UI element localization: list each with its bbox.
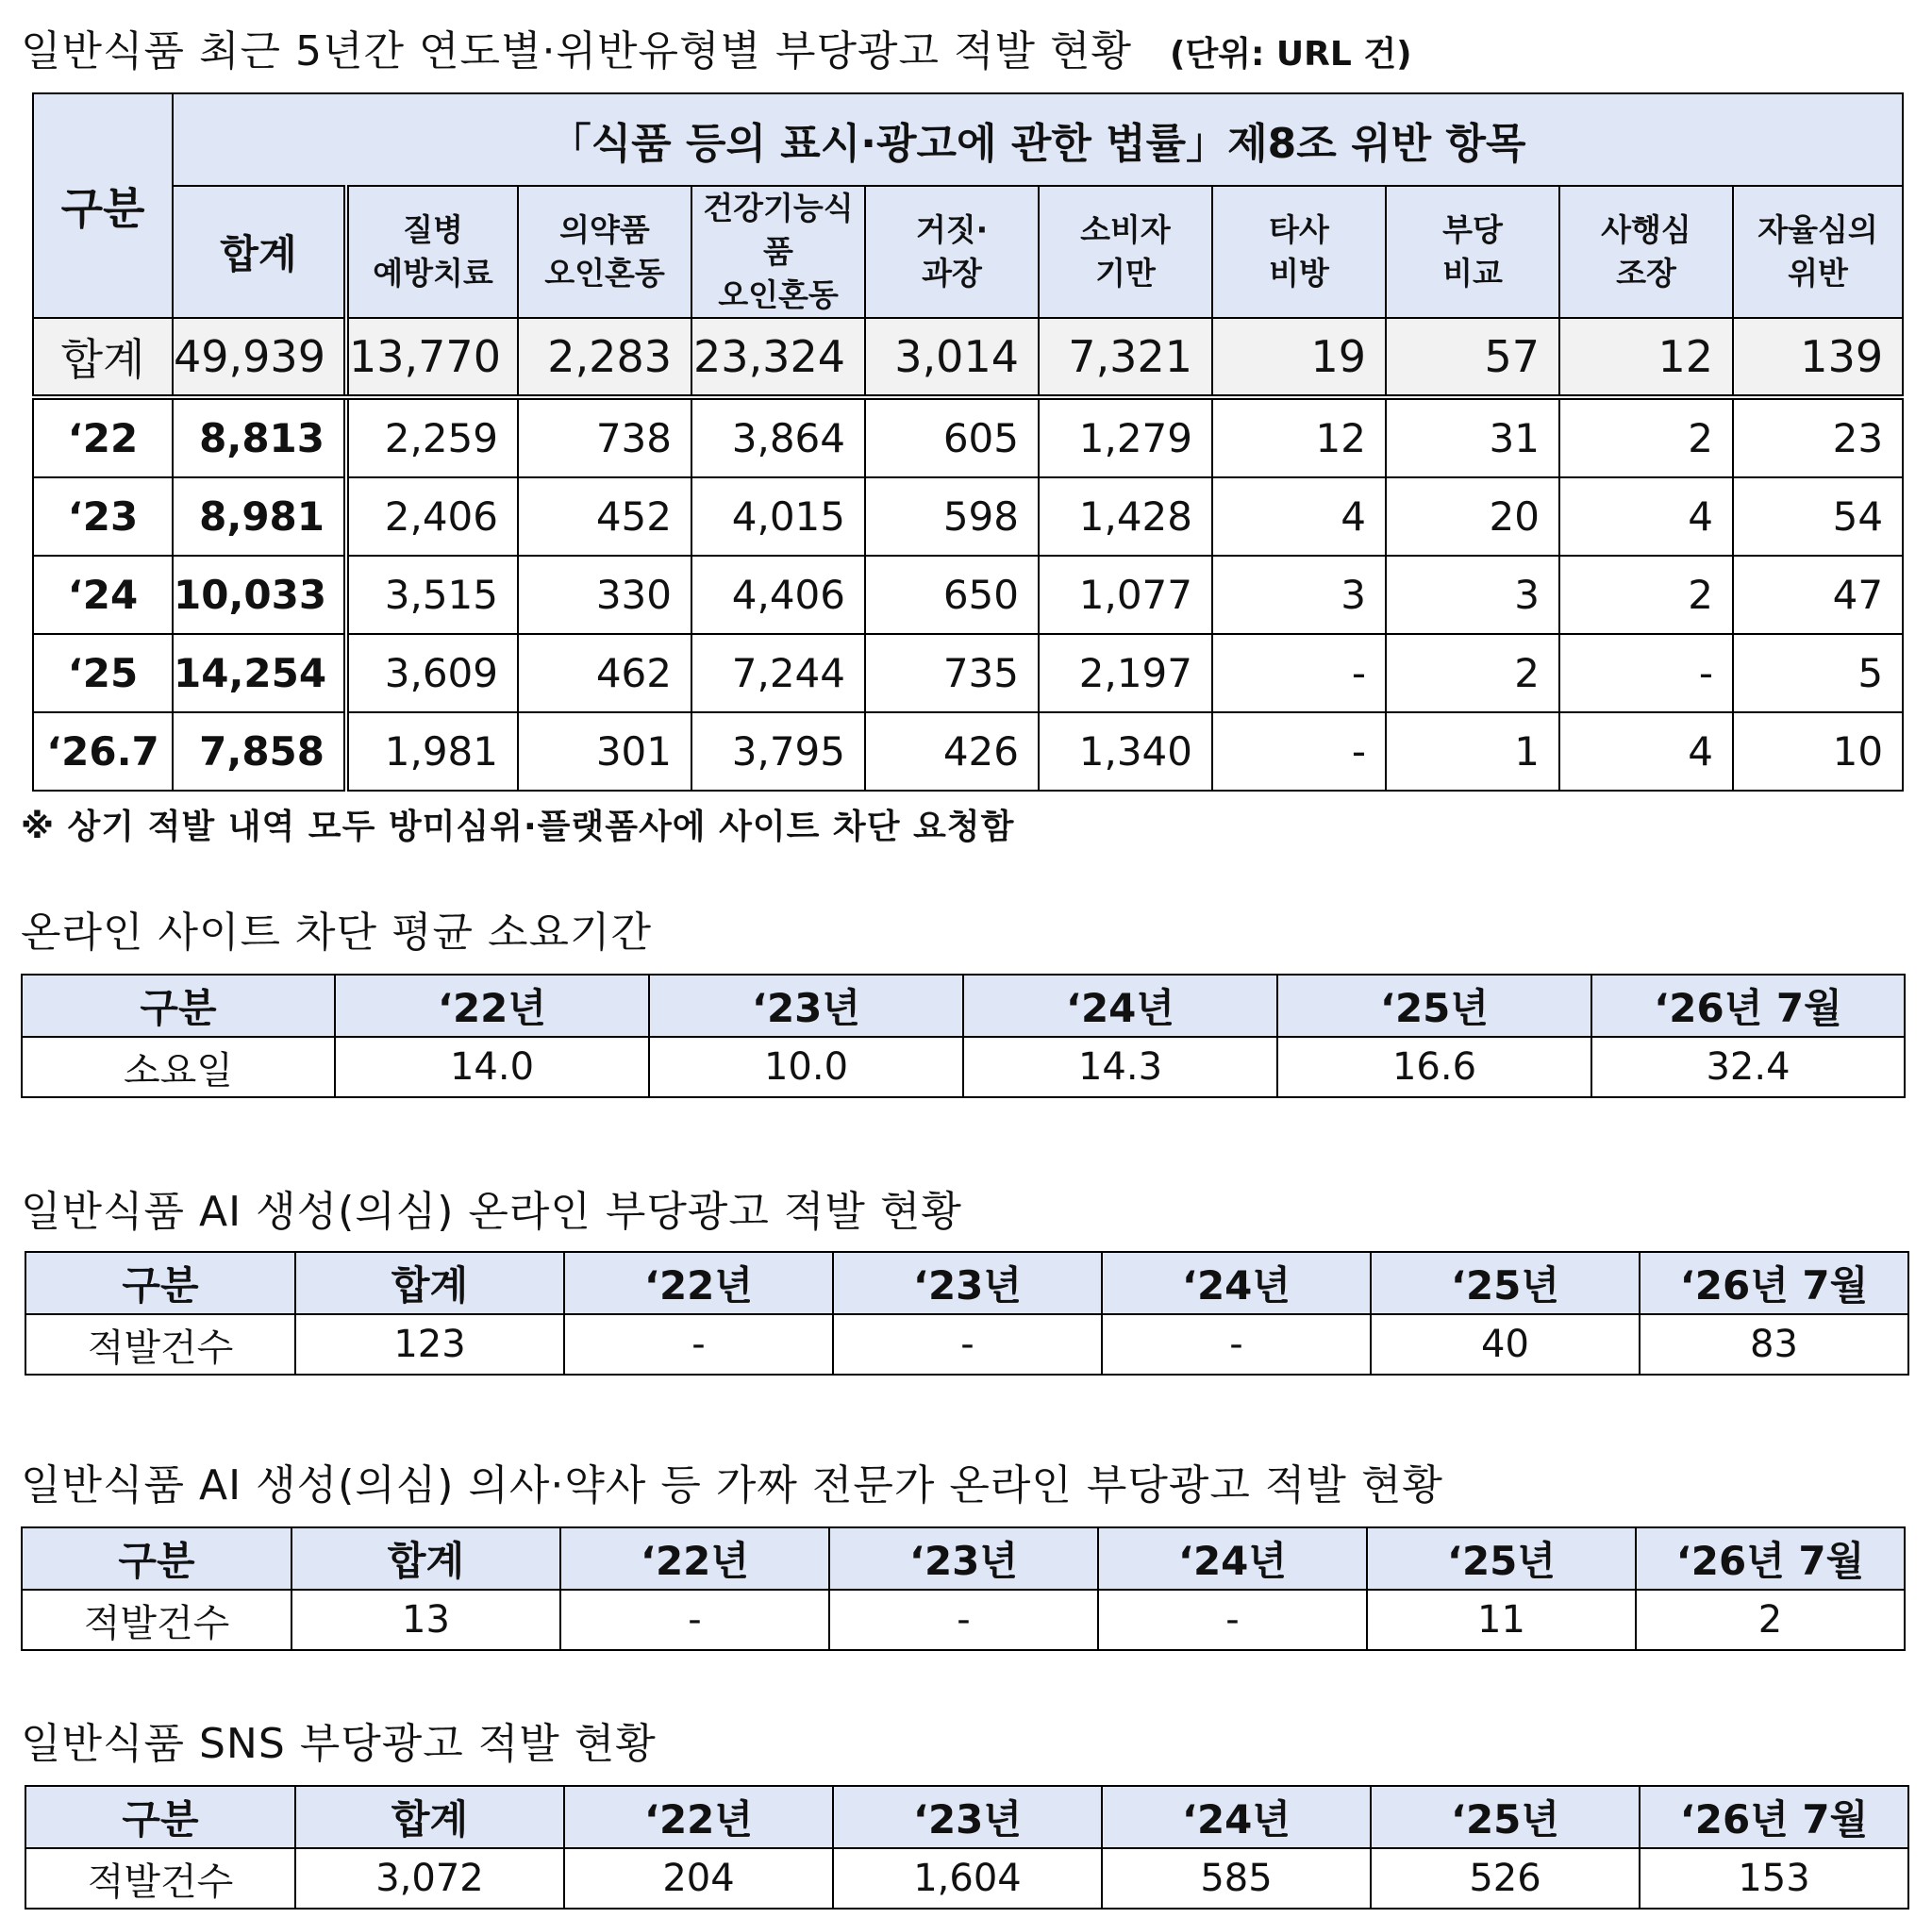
table-cell: 7,244: [691, 634, 865, 712]
ai-experts-title: 일반식품 AI 생성(의심) 의사·약사 등 가짜 전문가 온라인 부당광고 적발 현황: [21, 1461, 1443, 1509]
table-cell: -: [829, 1590, 1098, 1650]
sns-table: [25, 1785, 1909, 1910]
table-cell: 650: [865, 556, 1039, 634]
table-cell: 3: [1386, 556, 1559, 634]
table-cell: 12: [1212, 397, 1386, 477]
table-cell: 3,072: [295, 1848, 564, 1909]
table-cell: 5: [1733, 634, 1903, 712]
ai-ads-title: 일반식품 AI 생성(의심) 온라인 부당광고 적발 현황: [21, 1188, 962, 1236]
table-header-row: [22, 1527, 1905, 1590]
table-cell: 2,406: [346, 477, 518, 556]
table-cell: -: [1098, 1590, 1367, 1650]
table-cell: 2: [1559, 556, 1733, 634]
table-cell: 57: [1386, 318, 1559, 397]
table-cell: 139: [1733, 318, 1903, 397]
column-header: ‘26년 7월: [1636, 1527, 1905, 1590]
table-cell: 3,515: [346, 556, 518, 634]
table-cell: 54: [1733, 477, 1903, 556]
table-cell: 20: [1386, 477, 1559, 556]
table-cell: 1,604: [833, 1848, 1102, 1909]
table-cell: 123: [295, 1314, 564, 1375]
table-cell: 426: [865, 712, 1039, 791]
table-cell: 83: [1640, 1314, 1908, 1375]
total-row-label: 합계: [33, 318, 173, 397]
column-header: 구분: [22, 975, 335, 1037]
main-title-text: 일반식품 최근 5년간 연도별·위반유형별 부당광고 적발 현황: [21, 27, 1132, 75]
table-cell: 735: [865, 634, 1039, 712]
table-cell: 526: [1371, 1848, 1640, 1909]
unit-label: (단위: URL 건): [1170, 35, 1412, 74]
column-header: 합계: [295, 1252, 564, 1314]
total-row: [33, 318, 1903, 397]
table-cell: 3,795: [691, 712, 865, 791]
table-cell: 462: [518, 634, 691, 712]
column-header: ‘25년: [1367, 1527, 1636, 1590]
ai-experts-table: [21, 1526, 1906, 1651]
table-cell: 4: [1559, 712, 1733, 791]
column-header: 구분: [25, 1252, 295, 1314]
table-row: [25, 1848, 1908, 1909]
table-cell: 2: [1386, 634, 1559, 712]
table-cell: 598: [865, 477, 1039, 556]
table-row: [22, 1590, 1905, 1650]
table-cell: 1,279: [1039, 397, 1212, 477]
col-header-slander: 타사 비방: [1212, 186, 1386, 318]
table-cell: 3,864: [691, 397, 865, 477]
table-cell: 2: [1559, 397, 1733, 477]
row-label: ‘26.7: [33, 712, 173, 791]
table-cell: 40: [1371, 1314, 1640, 1375]
group-header: 「식품 등의 표시·광고에 관한 법률」제8조 위반 항목: [173, 93, 1903, 186]
column-header: 구분: [25, 1786, 295, 1848]
table-cell: -: [560, 1590, 829, 1650]
blocking-note: ※ 상기 적발 내역 모두 방미심위·플랫폼사에 사이트 차단 요청함: [21, 808, 1015, 846]
column-header: ‘26년 7월: [1640, 1786, 1908, 1848]
table-header-row: [25, 1252, 1908, 1314]
column-header: ‘23년: [833, 1786, 1102, 1848]
row-label: 적발건수: [25, 1848, 295, 1909]
column-header: ‘22년: [564, 1786, 833, 1848]
column-header: ‘22년: [335, 975, 649, 1037]
column-header: ‘24년: [1102, 1252, 1371, 1314]
ai-ads-table: [25, 1251, 1909, 1376]
table-header-row: [25, 1786, 1908, 1848]
col-header-total: 합계: [173, 186, 346, 318]
table-row: [22, 1037, 1905, 1097]
column-header: ‘22년: [564, 1252, 833, 1314]
violation-table: [32, 92, 1904, 792]
table-cell: -: [1102, 1314, 1371, 1375]
col-header-false: 거짓· 과장: [865, 186, 1039, 318]
column-header: ‘25년: [1277, 975, 1591, 1037]
sns-title: 일반식품 SNS 부당광고 적발 현황: [21, 1720, 657, 1768]
col-header-speculation: 사행심 조장: [1559, 186, 1733, 318]
column-header: 합계: [295, 1786, 564, 1848]
table-cell: 7,321: [1039, 318, 1212, 397]
column-header: ‘25년: [1371, 1252, 1640, 1314]
table-cell: 31: [1386, 397, 1559, 477]
table-cell: 10,033: [173, 556, 346, 634]
table-cell: 8,981: [173, 477, 346, 556]
col-header-health-food: 건강기능식품 오인혼동: [691, 186, 865, 318]
column-header: ‘22년: [560, 1527, 829, 1590]
group-header-row: [33, 93, 1903, 186]
column-header: ‘23년: [649, 975, 963, 1037]
table-cell: 14.0: [335, 1037, 649, 1097]
table-row: [25, 1314, 1908, 1375]
table-cell: 49,939: [173, 318, 346, 397]
column-header: ‘25년: [1371, 1786, 1640, 1848]
table-cell: 330: [518, 556, 691, 634]
table-cell: 1,340: [1039, 712, 1212, 791]
table-cell: 16.6: [1277, 1037, 1591, 1097]
table-cell: 12: [1559, 318, 1733, 397]
table-cell: -: [833, 1314, 1102, 1375]
column-header: ‘26년 7월: [1640, 1252, 1908, 1314]
table-cell: 7,858: [173, 712, 346, 791]
table-cell: 1,981: [346, 712, 518, 791]
corner-label: 구분: [33, 93, 173, 318]
table-row: [33, 634, 1903, 712]
table-cell: 4,015: [691, 477, 865, 556]
table-cell: 4,406: [691, 556, 865, 634]
column-header: ‘23년: [829, 1527, 1098, 1590]
table-row: [33, 556, 1903, 634]
column-header: ‘26년 7월: [1591, 975, 1905, 1037]
table-cell: 1,077: [1039, 556, 1212, 634]
table-cell: 204: [564, 1848, 833, 1909]
column-header: ‘24년: [1102, 1786, 1371, 1848]
table-cell: -: [1559, 634, 1733, 712]
col-header-deception: 소비자 기만: [1039, 186, 1212, 318]
table-cell: 23,324: [691, 318, 865, 397]
table-cell: 2,197: [1039, 634, 1212, 712]
column-header: ‘24년: [963, 975, 1277, 1037]
table-cell: -: [564, 1314, 833, 1375]
table-cell: 585: [1102, 1848, 1371, 1909]
table-cell: 738: [518, 397, 691, 477]
table-cell: 14.3: [963, 1037, 1277, 1097]
table-cell: -: [1212, 712, 1386, 791]
row-label: ‘22: [33, 397, 173, 477]
table-cell: 32.4: [1591, 1037, 1905, 1097]
table-cell: 13: [291, 1590, 560, 1650]
blocking-title: 온라인 사이트 차단 평균 소요기간: [21, 909, 652, 957]
table-cell: 47: [1733, 556, 1903, 634]
table-cell: 10: [1733, 712, 1903, 791]
table-cell: 2: [1636, 1590, 1905, 1650]
column-header: ‘23년: [833, 1252, 1102, 1314]
table-header-row: [22, 975, 1905, 1037]
column-header: ‘24년: [1098, 1527, 1367, 1590]
table-cell: 301: [518, 712, 691, 791]
table-row: [33, 477, 1903, 556]
table-cell: 1,428: [1039, 477, 1212, 556]
col-header-self-review: 자율심의 위반: [1733, 186, 1903, 318]
column-header: 합계: [291, 1527, 560, 1590]
col-header-disease: 질병 예방치료: [346, 186, 518, 318]
table-cell: 2,259: [346, 397, 518, 477]
row-label: ‘25: [33, 634, 173, 712]
table-cell: 3: [1212, 556, 1386, 634]
main-title: [21, 17, 1412, 77]
table-cell: 1: [1386, 712, 1559, 791]
table-row: [33, 397, 1903, 477]
table-cell: -: [1212, 634, 1386, 712]
table-row: [33, 712, 1903, 791]
row-label: ‘24: [33, 556, 173, 634]
table-cell: 2,283: [518, 318, 691, 397]
table-cell: 23: [1733, 397, 1903, 477]
row-label: 소요일: [22, 1037, 335, 1097]
column-header-row: [33, 186, 1903, 318]
col-header-comparison: 부당 비교: [1386, 186, 1559, 318]
table-cell: 19: [1212, 318, 1386, 397]
table-cell: 14,254: [173, 634, 346, 712]
table-cell: 605: [865, 397, 1039, 477]
row-label: 적발건수: [25, 1314, 295, 1375]
blocking-table: [21, 974, 1906, 1098]
table-cell: 153: [1640, 1848, 1908, 1909]
row-label: ‘23: [33, 477, 173, 556]
table-cell: 11: [1367, 1590, 1636, 1650]
table-cell: 10.0: [649, 1037, 963, 1097]
table-cell: 3,014: [865, 318, 1039, 397]
row-label: 적발건수: [22, 1590, 291, 1650]
col-header-medicine: 의약품 오인혼동: [518, 186, 691, 318]
table-cell: 452: [518, 477, 691, 556]
table-cell: 4: [1212, 477, 1386, 556]
table-cell: 3,609: [346, 634, 518, 712]
table-cell: 4: [1559, 477, 1733, 556]
table-cell: 13,770: [346, 318, 518, 397]
table-cell: 8,813: [173, 397, 346, 477]
column-header: 구분: [22, 1527, 291, 1590]
